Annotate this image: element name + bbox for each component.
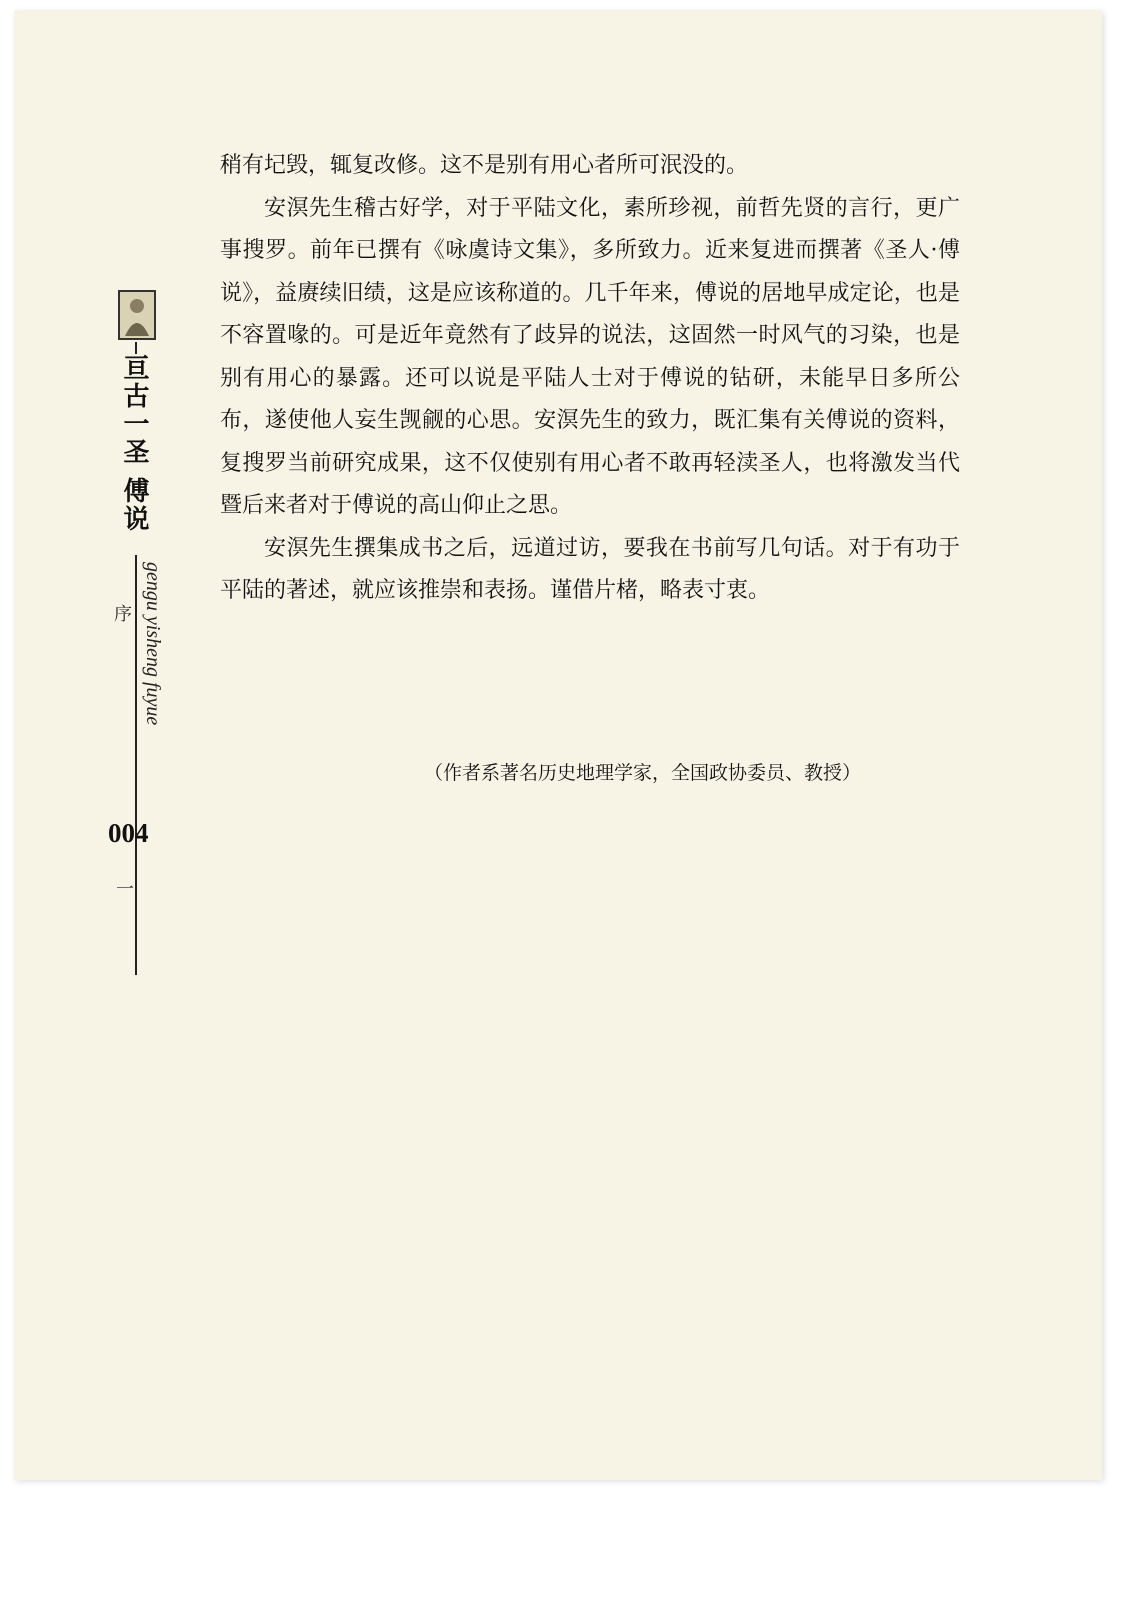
author-attribution: （作者系著名历史地理学家，全国政协委员、教授） <box>424 762 862 784</box>
portrait-icon <box>118 290 156 340</box>
section-label: 序 <box>114 604 132 625</box>
sidebar-header <box>100 260 164 900</box>
page-number: 004 <box>108 818 149 848</box>
divider-line <box>135 342 137 354</box>
paragraph: 安溟先生稽古好学，对于平陆文化，素所珍视，前哲先贤的言行，更广事搜罗。前年已撰有《咏虞诗文集》，多所致力。近来复进而撰著《圣人·傅说》，益赓续旧绩，这是应该称道的。几千年来，傅说的居地早成定论，也是不容置喙的。可是近年竟然有了歧异的说法，这固然一时风气的习染，也是别有用心的暴露。还可以说是平陆人士对于傅说的钻研，未能早日多所公布，遂使他人妄生觊觎的心思。安溟先生的致力，既汇集有关傅说的资料，复搜罗当前研究成果，这不仅使别有用心者不敢再轻渎圣人，也将激发当代暨后来者对于傅说的高山仰止之思。 <box>220 195 960 518</box>
section-mark: 一 <box>116 879 134 900</box>
book-pinyin: gengu yisheng fuyue <box>142 562 164 726</box>
book-page <box>14 10 1102 1480</box>
paragraph: 安溟先生撰集成书之后，远道过访，要我在书前写几句话。对于有功于平陆的著述，就应该推崇和表扬。谨借片楮，略表寸衷。 <box>220 535 960 603</box>
body-text <box>220 145 960 613</box>
book-title: 亘古一圣 傅说 <box>119 354 149 534</box>
divider-line <box>135 555 137 975</box>
paragraph: 稍有圮毁，辄复改修。这不是别有用心者所可泯没的。 <box>220 153 749 178</box>
